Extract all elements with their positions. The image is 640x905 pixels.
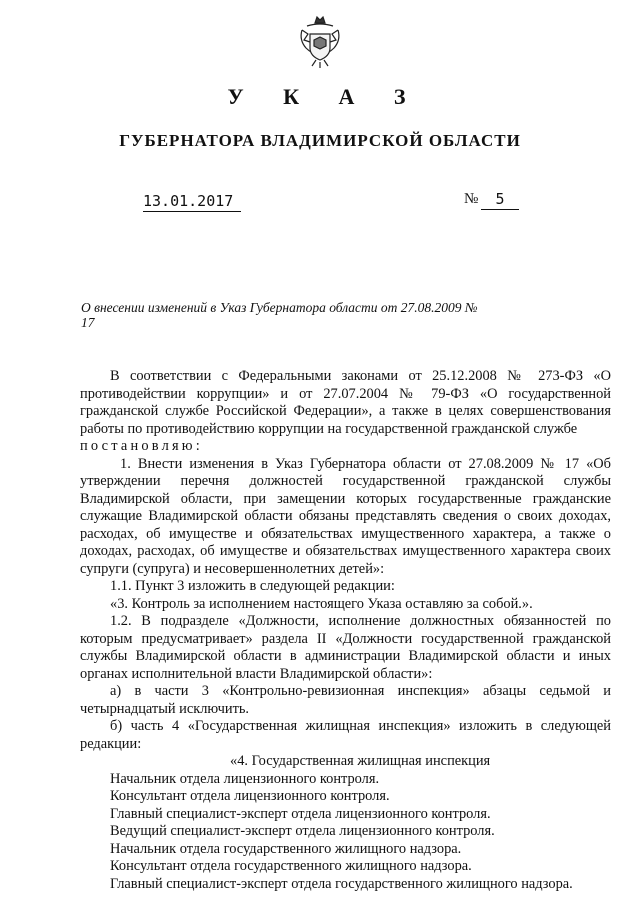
preamble-paragraph: В соответствии с Федеральными законами от 25.12.2008 № 273-ФЗ «О противодействии коррупции» и от 27.07.2004 № 79-ФЗ «О государственной гражданской службе Российской Федерации», а также в целях совершенствования работы по противодействию коррупции на государственной гражданской службе <box>80 368 611 437</box>
decree-number: 5 <box>481 190 519 210</box>
position-line: Начальник отдела лицензионного контроля. <box>110 770 380 787</box>
position-line: Начальник отдела государственного жилищного надзора. <box>110 840 462 857</box>
item-a: а) в части 3 «Контрольно-ревизионная инспекция» абзацы седьмой и четырнадцатый исключить. <box>80 683 611 717</box>
issuer-title: ГУБЕРНАТОРА ВЛАДИМИРСКОЙ ОБЛАСТИ <box>119 131 521 150</box>
decree-date: 13.01.2017 <box>143 192 241 212</box>
decree-body <box>80 368 611 893</box>
document-title: У К А З <box>227 84 423 109</box>
item-b: б) часть 4 «Государственная жилищная инспекция» изложить в следующей редакции: <box>80 718 611 752</box>
position-line: Консультант отдела лицензионного контроля. <box>110 788 390 804</box>
position-line: Ведущий специалист-эксперт отдела лицензионного контроля. <box>110 823 495 839</box>
section-4-title: «4. Государственная жилищная инспекция <box>230 753 491 769</box>
item-1-1: 1.1. Пункт 3 изложить в следующей редакции: <box>110 578 395 594</box>
item-1-1-text: «3. Контроль за исполнением настоящего Указа оставляю за собой.». <box>110 595 533 612</box>
position-line: Главный специалист-эксперт отдела государственного жилищного надзора. <box>110 875 573 892</box>
coat-of-arms-icon <box>298 14 342 70</box>
item-1: 1. Внести изменения в Указ Губернатора области от 27.08.2009 № 17 «Об утверждении перечня должностей государственной гражданской службы Владимирской области, при замещении которых государственные гражданские служащие Владимирской области обязаны представлять сведения о своих доходах, расходах, об имуществе и обязательствах имущественного характера, а также о доходах, расходах, об имуществе и обязательствах имущественного характера своих супруги (супруга) и несовершеннолетних детей»: <box>80 455 611 577</box>
postanovlyayu: постановляю: <box>80 438 203 454</box>
decree-subject: О внесении изменений в Указ Губернатора области от 27.08.2009 № 17 <box>81 300 478 330</box>
item-1-2: 1.2. В подразделе «Должности, исполнение должностных обязанностей по которым предусматривает» раздела II «Должности государственной гражданской службы Владимирской области в администрации Владимирской области и иных органах исполнительной власти Владимирской области»: <box>80 613 611 682</box>
position-line: Консультант отдела государственного жилищного надзора. <box>110 858 472 874</box>
position-line: Главный специалист-эксперт отдела лицензионного контроля. <box>110 805 491 822</box>
number-label: № <box>464 191 479 207</box>
